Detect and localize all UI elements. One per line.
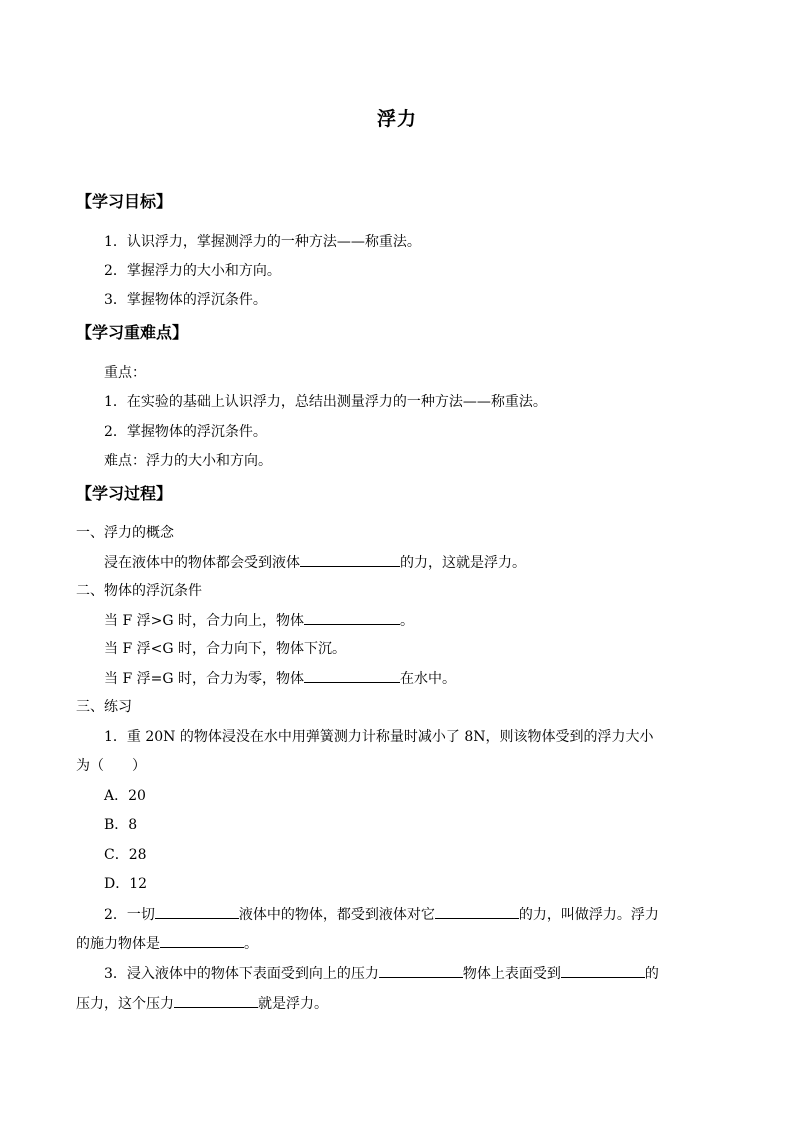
fill-blank[interactable] [435,904,519,919]
fill-blank[interactable] [155,904,239,919]
fill-blank[interactable] [300,552,400,567]
sentence-text: 就是浮力。 [258,996,328,1012]
sentence-text: 浸在液体中的物体都会受到液体 [104,555,300,571]
float-condition-line [104,610,414,631]
key-points-heading: 【学习重难点】 [76,323,189,342]
sentence-text: 压力，这个压力 [76,996,174,1012]
key-point-item: 1．在实验的基础上认识浮力，总结出测量浮力的一种方法——称重法。 [104,394,547,410]
question2-line2 [76,933,258,954]
sink-condition-line: 当 F 浮<G 时，合力向下，物体下沉。 [104,641,346,657]
option-b[interactable]: B．8 [104,817,138,833]
objective-item: 3．掌握物体的浮沉条件。 [104,292,267,308]
key-label: 重点： [104,365,146,381]
question1-line1: 1．重 20N 的物体浸没在水中用弹簧测力计称量时减小了 8N，则该物体受到的浮力大小 [104,729,654,745]
sentence-text: 液体中的物体，都受到液体对它 [238,907,435,923]
sentence-text: 。 [399,613,414,629]
question1-line2: 为（ ） [76,758,146,774]
objective-item: 2．掌握浮力的大小和方向。 [104,263,281,279]
sentence-text: 2．一切 [104,907,155,923]
key-point-item: 2．掌握物体的浮沉条件。 [104,424,267,440]
section3-title: 三、练习 [76,699,132,715]
option-c[interactable]: C．28 [104,847,147,863]
section1-title: 一、浮力的概念 [76,525,174,541]
fill-blank[interactable] [561,963,645,978]
sentence-text: 物体上表面受到 [462,966,561,982]
objective-item: 1．认识浮力，掌握测浮力的一种方法——称重法。 [104,234,421,250]
objectives-heading: 【学习目标】 [76,192,173,211]
section2-title: 二、物体的浮沉条件 [76,583,202,599]
sentence-text: 当 F 浮=G 时，合力为零，物体 [104,671,304,687]
fill-blank[interactable] [160,933,244,948]
page-title: 浮力 [376,108,417,130]
option-d[interactable]: D．12 [104,876,148,892]
option-a[interactable]: A．20 [104,788,146,804]
section1-sentence [104,552,526,573]
question3-line2 [76,993,328,1014]
sentence-text: 在水中。 [399,671,456,687]
suspend-condition-line [104,668,456,689]
fill-blank[interactable] [174,993,258,1008]
sentence-text: 的施力物体是 [76,936,160,952]
sentence-text: 的 [644,966,659,982]
fill-blank[interactable] [304,610,400,625]
process-heading: 【学习过程】 [76,484,173,503]
fill-blank[interactable] [304,668,400,683]
question3-line1 [104,963,659,984]
sentence-text: 3．浸入液体中的物体下表面受到向上的压力 [104,966,379,982]
difficulty-text: 难点：浮力的大小和方向。 [104,453,272,469]
sentence-text: 的力，这就是浮力。 [400,555,526,571]
sentence-text: 的力，叫做浮力。浮力 [518,907,659,923]
sentence-text: 当 F 浮>G 时，合力向上，物体 [104,613,304,629]
sentence-text: 。 [244,936,258,952]
fill-blank[interactable] [379,963,463,978]
question2-line1 [104,904,659,925]
